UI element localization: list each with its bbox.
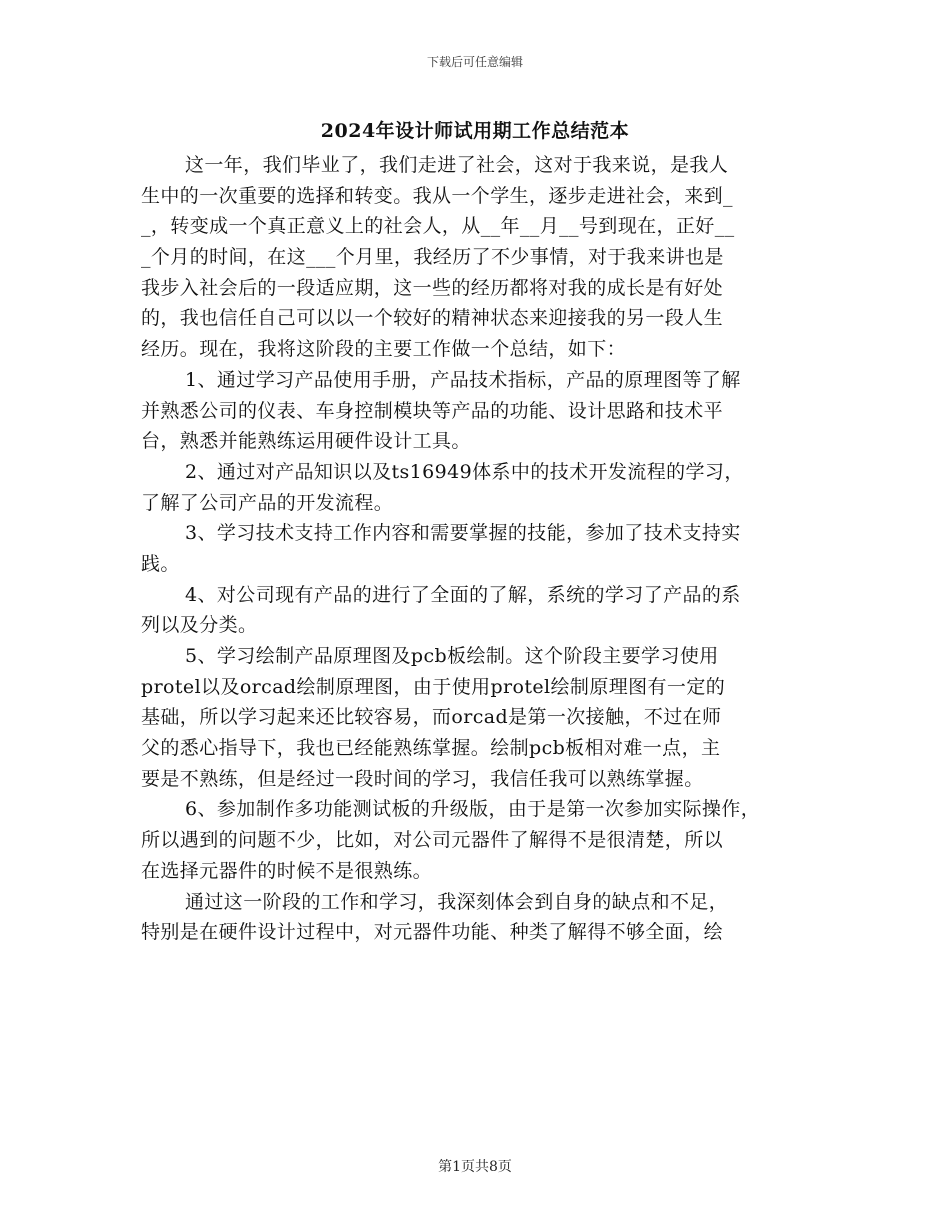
- text-line: 4、对公司现有产品的进行了全面的了解，系统的学习了产品的系: [185, 583, 741, 606]
- text-line: 2、通过对产品知识以及ts16949体系中的技术开发流程的学习，: [185, 460, 744, 483]
- text-line: 3、学习技术支持工作内容和需要掌握的技能，参加了技术支持实: [185, 522, 741, 545]
- text-line: 台，熟悉并能熟练运用硬件设计工具。: [141, 430, 471, 453]
- paragraph-item-2: [141, 457, 821, 518]
- text-line: 了解了公司产品的开发流程。: [141, 491, 394, 514]
- text-line: 父的悉心指导下，我也已经能熟练掌握。绘制pcb板相对难一点，主: [141, 737, 721, 760]
- text-line: 的，我也信任自己可以以一个较好的精神状态来迎接我的另一段人生: [141, 307, 724, 330]
- paragraph-item-3: [141, 518, 821, 579]
- text-line: 基础，所以学习起来还比较容易，而orcad是第一次接触，不过在师: [141, 706, 722, 729]
- text-line: 通过这一阶段的工作和学习，我深刻体会到自身的缺点和不足，: [185, 890, 729, 913]
- text-line: 6、参加制作多功能测试板的升级版，由于是第一次参加实际操作，: [185, 798, 761, 821]
- text-line: 这一年，我们毕业了，我们走进了社会，这对于我来说，是我人: [185, 154, 729, 176]
- paragraph-item-5: [141, 641, 821, 794]
- text-line: 1、通过学习产品使用手册，产品技术指标，产品的原理图等了解: [185, 368, 741, 391]
- paragraph-intro: [141, 150, 821, 365]
- text-line: 践。: [141, 552, 180, 575]
- page-header-note: 下载后可任意编辑: [426, 55, 523, 69]
- text-line: 生中的一次重要的选择和转变。我从一个学生，逐步走进社会，来到_: [141, 184, 733, 207]
- text-line: protel以及orcad绘制原理图，由于使用protel绘制原理图有一定的: [141, 675, 726, 698]
- paragraph-item-6: [141, 794, 821, 886]
- page-number: 第1页共8页: [438, 1159, 512, 1175]
- text-line: _个月的时间，在这___个月里，我经历了不少事情，对于我来讲也是: [141, 246, 724, 269]
- paragraph-item-4: [141, 580, 821, 641]
- text-line: 经历。现在，我将这阶段的主要工作做一个总结，如下：: [141, 338, 627, 361]
- paragraph-item-1: [141, 365, 821, 457]
- document-body: [141, 150, 821, 948]
- text-line: _，转变成一个真正意义上的社会人，从__年__月__号到现在，正好__: [141, 215, 735, 238]
- text-line: 并熟悉公司的仪表、车身控制模块等产品的功能、设计思路和技术平: [141, 399, 724, 422]
- document-title: 2024年设计师试用期工作总结范本: [320, 120, 630, 142]
- paragraph-reflection: [141, 887, 821, 948]
- text-line: 我步入社会后的一段适应期，这一些的经历都将对我的成长是有好处: [141, 276, 724, 299]
- text-line: 列以及分类。: [141, 614, 258, 637]
- text-line: 要是不熟练，但是经过一段时间的学习，我信任我可以熟练掌握。: [141, 767, 704, 790]
- text-line: 在选择元器件的时候不是很熟练。: [141, 859, 433, 882]
- text-line: 5、学习绘制产品原理图及pcb板绘制。这个阶段主要学习使用: [185, 645, 719, 667]
- text-line: 特别是在硬件设计过程中，对元器件功能、种类了解得不够全面，绘: [141, 921, 724, 944]
- text-line: 所以遇到的问题不少，比如，对公司元器件了解得不是很清楚，所以: [141, 829, 724, 852]
